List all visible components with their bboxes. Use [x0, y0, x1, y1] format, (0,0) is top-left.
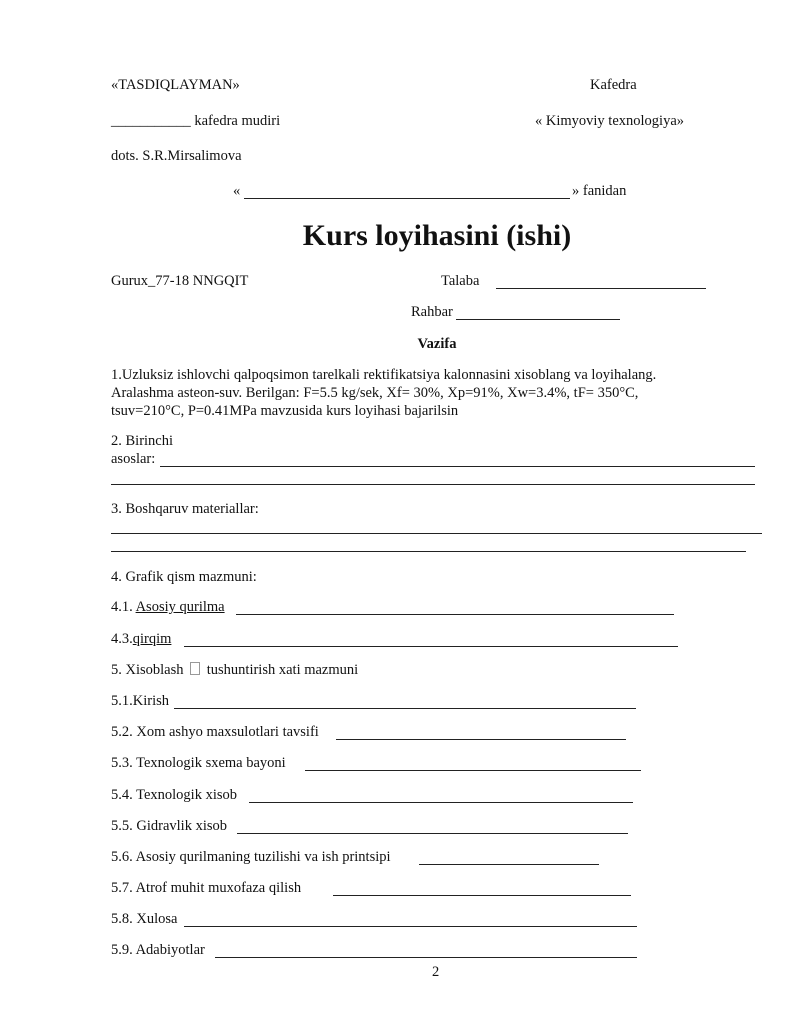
fan-close: » fanidan [572, 183, 627, 199]
fan-open-quote: « [233, 183, 241, 199]
item-5-5: 5.5. Gidravlik xisob [111, 818, 227, 834]
advisor-label: Rahbar [411, 304, 453, 320]
kafedra-mudiri [111, 112, 280, 130]
item-5-7-blank-line [333, 895, 631, 896]
advisor-blank-line [456, 319, 620, 320]
item-5-6-blank-line [419, 864, 599, 865]
item-5-6: 5.6. Asosiy qurilmaning tuzilishi va ish printsipi [111, 849, 391, 865]
item-4-1-number: 4.1. [111, 599, 136, 615]
student-blank-line [496, 288, 706, 289]
mudiri-label: kafedra mudiri [190, 113, 281, 129]
item-4-3-blank-line [184, 646, 678, 647]
page-title: Kurs loyihasini (ishi) [302, 219, 572, 252]
item-5-9: 5.9. Adabiyotlar [111, 942, 205, 958]
missing-glyph-icon [190, 662, 200, 675]
section3-blank-line-2 [111, 551, 746, 552]
fan-blank-line [244, 198, 570, 199]
item-5-4: 5.4. Texnologik xisob [111, 787, 237, 803]
item-4-1-label: Asosiy qurilma [135, 599, 225, 615]
kafedra-name: « Kimyoviy texnologiya» [535, 113, 685, 129]
item-5-7: 5.7. Atrof muhit muxofaza qilish [111, 880, 302, 896]
section2-line-2: asoslar: [111, 451, 156, 467]
head-person: dots. S.R.Mirsalimova [111, 148, 242, 164]
section5-heading-a: 5. Xisoblash [111, 662, 184, 678]
item-5-1-blank-line [174, 708, 636, 709]
item-4-1-blank-line [236, 614, 674, 615]
item-5-2: 5.2. Xom ashyo maxsulotlari tavsifi [111, 724, 319, 740]
section3-blank-line-1 [111, 533, 762, 534]
page-number: 2 [432, 964, 440, 980]
section2-blank-line-2 [111, 484, 755, 485]
group-label: Gurux_77-18 NNGQIT [111, 273, 249, 289]
section4-heading: 4. Grafik qism mazmuni: [111, 569, 257, 585]
mudiri-blank: ___________ [111, 113, 191, 129]
section3-heading: 3. Boshqaruv materiallar: [111, 501, 259, 517]
kafedra-label: Kafedra [590, 77, 637, 93]
item-5-3: 5.3. Texnologik sxema bayoni [111, 755, 286, 771]
approval-heading: «TASDIQLAYMAN» [111, 77, 240, 93]
item-4-3-number: 4.3. [111, 631, 133, 647]
task-heading: Vazifa [417, 336, 457, 352]
item-5-8-blank-line [184, 926, 637, 927]
item-5-3-blank-line [305, 770, 641, 771]
item-5-2-blank-line [336, 739, 626, 740]
task-line-1: 1.Uzluksiz ishlovchi qalpoqsimon tarelkali rektifikatsiya kalonnasini xisoblang va loyihalang. [111, 367, 657, 383]
item-5-8: 5.8. Xulosa [111, 911, 178, 927]
section2-blank-line-1 [160, 466, 755, 467]
section5-heading [111, 661, 358, 679]
item-5-9-blank-line [215, 957, 637, 958]
item-4-3-label: qirqim [132, 631, 172, 647]
item-5-1: 5.1.Kirish [111, 693, 169, 709]
section5-heading-b: tushuntirish xati mazmuni [206, 662, 359, 678]
section2-line-1: 2. Birinchi [111, 433, 174, 449]
item-5-5-blank-line [237, 833, 628, 834]
task-line-3: tsuv=210°C, P=0.41MPa mavzusida kurs loyihasi bajarilsin [111, 403, 459, 419]
item-5-4-blank-line [249, 802, 633, 803]
task-line-2: Aralashma asteon-suv. Berilgan: F=5.5 kg/sek, Xf= 30%, Xp=91%, Xw=3.4%, tF= 350°C, [111, 385, 639, 401]
student-label: Talaba [441, 273, 480, 289]
item-4-1 [111, 598, 225, 616]
item-4-3 [111, 630, 171, 648]
